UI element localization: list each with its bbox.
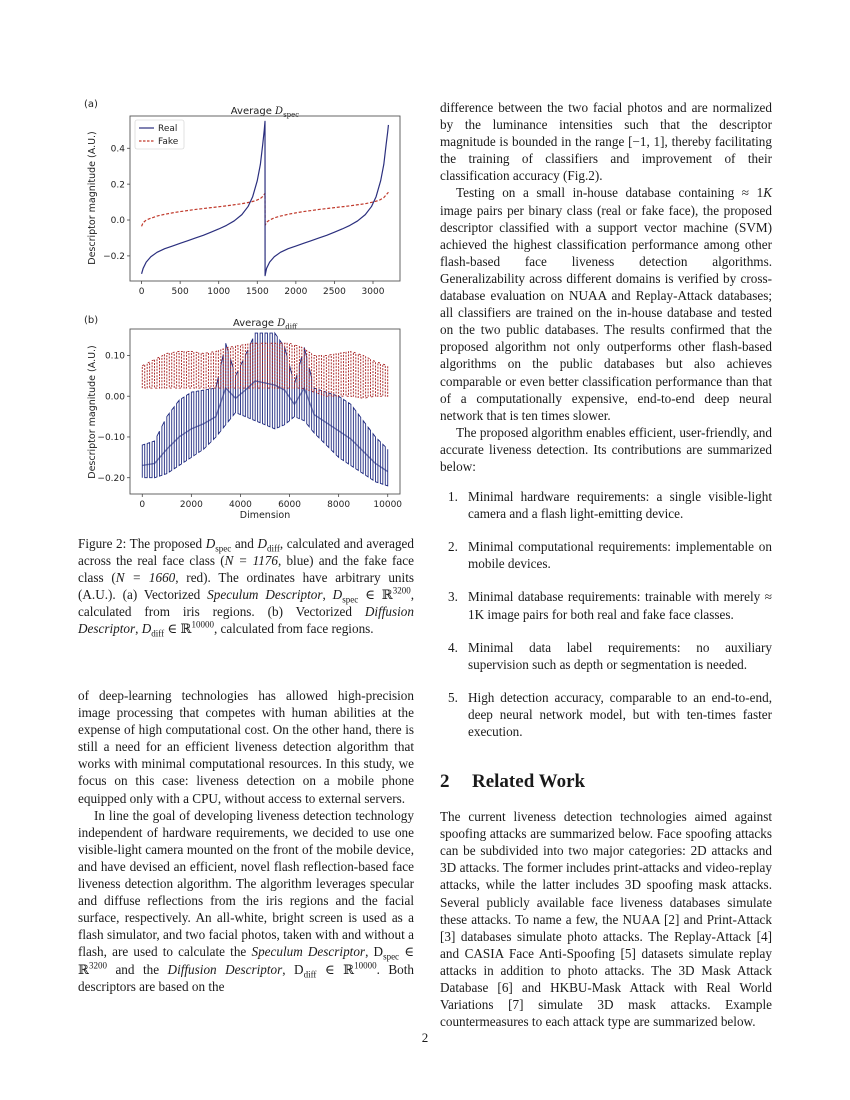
left-p2-diff-sup: 10000 [354, 960, 377, 971]
right-paragraph-2 [440, 184, 772, 423]
y-tick-label: 0.00 [104, 392, 125, 403]
caption-part6: , [135, 621, 142, 637]
contribution-text: Minimal computational requirements: implementable on mobile devices. [468, 539, 772, 572]
chart-b-xlabel: Dimension [239, 510, 291, 521]
legend-real-label: Real [158, 124, 178, 134]
left-p2-text: In line the goal of developing liveness detection technology independent of hardware requirements, we decided to use one visible-light camera mounted on the front of the mobile device, and have devised an efficient, novel flash reflection-based face liveness detection algorithm. The algorithm leverages specular and diffuse reflections from the iris regions and the facial surface, respectively. An all-white, bright screen is used as a flash simulator, and two facial photos, taken with and without a flash, are used to calculate the [78, 807, 414, 960]
chart-b-ylabel: Descriptor magnitude (A.U.) [87, 345, 98, 479]
left-p2-diff-sub: diff [303, 969, 317, 980]
contribution-number: 3. [448, 589, 458, 605]
caption-ddiff-sub: diff [266, 543, 280, 554]
contribution-number: 5. [448, 689, 458, 705]
x-tick-label: 10000 [373, 500, 403, 510]
caption-dspec2-sub: spec [342, 594, 359, 605]
x-tick-label: 1500 [245, 287, 269, 297]
chart-a-title-prefix: Average [230, 106, 276, 117]
left-p2-spec-dim: ∈ ℝ [78, 944, 414, 977]
contribution-text: Minimal database requirements: trainable with merely ≈ 1K image pairs for both real and fake face classes. [468, 589, 772, 622]
caption-ddiff2: D [141, 621, 152, 637]
x-tick-label: 0 [138, 287, 145, 297]
x-tick-label: 2000 [284, 287, 308, 297]
legend-fake-label: Fake [158, 137, 179, 147]
caption-part2: , blue) and the fake face class ( [78, 553, 414, 586]
chart-a-legend [135, 120, 184, 149]
left-p2-diff-expr: , D [282, 961, 304, 977]
y-tick-label: −0.20 [97, 473, 125, 484]
caption-dspec2: D [332, 587, 343, 603]
x-tick-label: 4000 [229, 500, 252, 510]
x-tick-label: 2000 [179, 500, 203, 510]
x-tick-label: 8000 [327, 500, 351, 510]
section-title: Related Work [472, 771, 586, 793]
related-work-paragraph: The current liveness detection technologies aimed against spoofing attacks are summarized below. Face spoofing attacks can be subdivided into two major categories: 2D attacks and 3D attacks. The former includes print-attacks and video-replay attacks, while the latter includes 3D spoofing mask attacks. Several publicly available face liveness databases simulate these attacks. To name a few, the NUAA [2] and Print-Attack [3] databases simulate photo attacks. The Replay-Attack [4] and CASIA Face Anti-Spoofing [5] datasets simulate replay attacks in addition to photo attacks. The 3D Mask Attack Database [6] and HKBU-Mask Attack with Real World Variations [7] simulate 3D mask attacks. Example countermeasures to each attack type are summarized below. [440, 809, 772, 1030]
caption-diff-sup: 10000 [191, 620, 214, 631]
right-p2-body: image pairs per binary class (real or fake face), the proposed descriptor classified with a support vector machine (SVM) achieved the highest classification performance among other flash-based face liveness detection algorithms. Generalizability across different domains is verified by cross-database evaluation on NUAA and Replay-Attack databases; all classifiers are trained on the in-house database and tested on the two public databases. The results confirmed that the proposed algorithm not only outperforms other flash-based algorithms on the public databases but also achieves comparable or even better classification performance than that of a computationally expensive, end-to-end deep neural network that is ten times slower. [440, 202, 772, 423]
contribution-item [440, 488, 772, 522]
panel-a-label: (a) [84, 99, 98, 110]
page-number: 2 [421, 1030, 429, 1045]
right-paragraph-3: The proposed algorithm enables efficient, user-friendly, and accurate liveness detection. Its contributions are summarized below: [440, 424, 772, 474]
chart-b-title-symbol: D [277, 318, 286, 329]
chart-b-title-sub: diff [285, 323, 297, 331]
contribution-text: High detection accuracy, comparable to an end-to-end, deep neural network model, but with ten-times faster execution. [468, 689, 772, 739]
x-tick-label: 0 [139, 500, 146, 510]
chart-a-ylabel: Descriptor magnitude (A.U.) [87, 131, 98, 265]
caption-part4: , [322, 587, 333, 603]
x-tick-label: 3000 [361, 287, 385, 297]
contribution-text: Minimal data label requirements: no auxiliary supervision such as depth or segmentation is needed. [468, 639, 772, 672]
chart-a-title-symbol: D [275, 106, 284, 117]
x-tick-label: 1000 [207, 287, 231, 297]
caption-lead: Figure 2: The proposed [78, 536, 206, 551]
left-p2-spec-name: Speculum Descriptor [251, 944, 366, 960]
caption-part5: , calculated from iris regions. (b) Vectorized [78, 587, 415, 620]
section-number: 2 [440, 771, 450, 793]
left-p2-spec-sup: 3200 [88, 960, 107, 971]
contribution-number: 4. [448, 639, 458, 655]
contribution-text: Minimal hardware requirements: a single visible-light camera and a flash light-emitting device. [468, 489, 772, 522]
y-tick-label: 0.0 [110, 216, 125, 227]
y-tick-label: 0.10 [104, 351, 125, 362]
contribution-item [440, 689, 772, 740]
x-tick-label: 2500 [322, 287, 346, 297]
left-p2-diff-dim: ∈ ℝ [316, 961, 355, 977]
contribution-item [440, 538, 772, 572]
caption-spec-dim: ∈ ℝ [365, 587, 393, 603]
panel-b-label: (b) [84, 315, 99, 326]
panel-b [84, 315, 402, 521]
figure-2 [80, 90, 415, 530]
right-p2-head: Testing on a small in-house database containing ≈ 1 [456, 185, 764, 201]
left-paragraph-2 [78, 807, 414, 995]
x-tick-label: 500 [171, 287, 189, 297]
caption-n-real: N = 1176 [224, 553, 278, 569]
panel-a [84, 99, 400, 297]
right-p2-k: K [763, 185, 772, 201]
caption-and: and [231, 536, 258, 551]
left-p2-spec-sub: spec [383, 952, 400, 963]
chart-b-title-prefix: Average [233, 318, 278, 329]
contribution-item [440, 639, 772, 673]
left-column [78, 687, 414, 995]
contribution-number: 2. [448, 539, 458, 555]
left-p2-tail: . Both descriptors are based on the [78, 961, 414, 994]
left-p2-diff-name: Diffusion Descriptor [167, 961, 283, 977]
contributions-list [440, 488, 772, 740]
caption-ddiff2-sub: diff [151, 629, 165, 640]
chart-a-title [231, 106, 299, 119]
caption-ddiff: D [257, 536, 267, 551]
right-column [440, 99, 772, 1030]
left-p2-and-the: and the [106, 961, 168, 977]
caption-spec-name: Speculum Descriptor [207, 587, 323, 603]
section-heading [440, 770, 772, 794]
caption-dspec-sub: spec [215, 543, 232, 554]
caption-dspec: D [205, 536, 216, 551]
chart-a-title-sub: spec [283, 111, 300, 119]
y-tick-label: −0.10 [97, 433, 125, 444]
caption-part7: , calculated from face regions. [213, 621, 374, 637]
contribution-number: 1. [448, 489, 458, 505]
y-tick-label: 0.2 [110, 180, 125, 191]
caption-spec-sup: 3200 [392, 585, 411, 596]
caption-n-fake: N = 1660 [115, 570, 176, 586]
y-tick-label: 0.4 [110, 144, 125, 155]
caption-part3: , red). The ordinates have arbitrary units (A.U.). (a) Vectorized [78, 570, 414, 603]
right-paragraph-1: difference between the two facial photos and are normalized by the luminance intensities such that the descriptor magnitude is bounded in the range [−1, 1], thereby facilitating the training of classifiers and improvement of their classification accuracy (Fig.2). [440, 100, 772, 184]
x-tick-label: 6000 [278, 500, 301, 510]
caption-part1: , calculated and averaged across the real face class ( [78, 536, 414, 569]
caption-diff-name: Diffusion Descriptor [78, 604, 414, 637]
caption-diff-dim: ∈ ℝ [167, 621, 192, 637]
left-paragraph-1: of deep-learning technologies has allowed high-precision image processing that competes with human abilities at the expense of high computational cost. On the other hand, there is still a need for an efficient liveness detection algorithm that works with minimal computational resources. In this study, we focus on this case: liveness detection on a mobile phone equipped only with a CPU, without access to external servers. [78, 688, 414, 806]
left-p2-spec-expr: , D [365, 944, 384, 960]
y-tick-label: −0.2 [103, 252, 125, 263]
contribution-item [440, 588, 772, 622]
figure-caption [78, 535, 414, 638]
chart-b-series [142, 333, 387, 486]
